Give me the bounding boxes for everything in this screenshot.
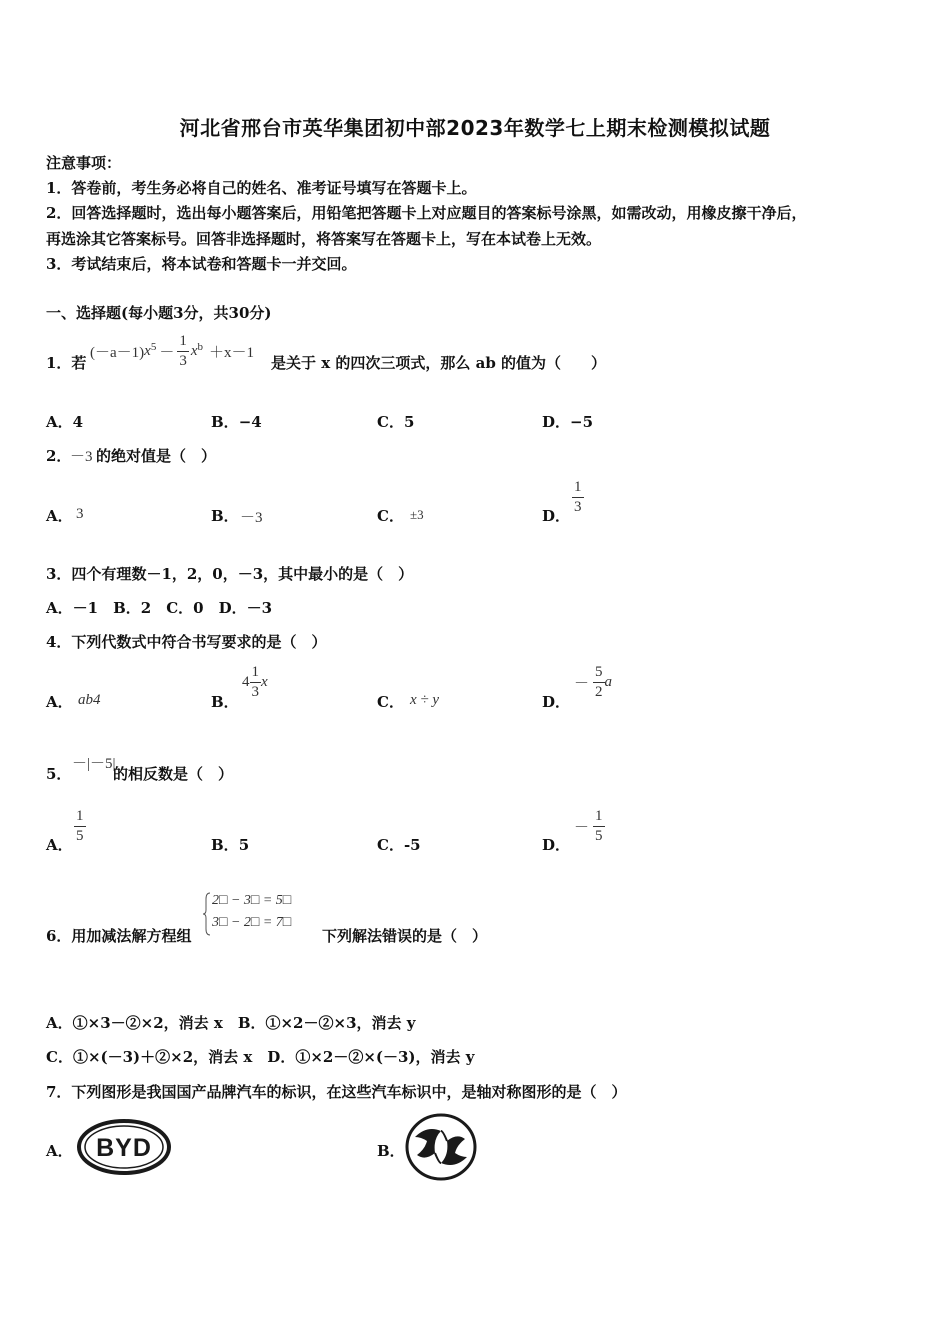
option-a xyxy=(46,411,83,432)
option-b xyxy=(211,834,249,855)
option-d: D． xyxy=(542,507,571,525)
option-label: D． xyxy=(542,413,571,431)
option-b: B． xyxy=(211,507,239,525)
expr-tail: ＋x－1 xyxy=(209,345,255,361)
option-value: ab4 xyxy=(78,692,101,708)
fraction-denominator: 5 xyxy=(76,828,84,844)
option-b xyxy=(211,411,262,432)
svg-text:BYD: BYD xyxy=(96,1134,152,1162)
option-value xyxy=(574,809,605,844)
fraction xyxy=(593,809,605,844)
notice-item: 1．答卷前，考生务必将自己的姓名、准考证号填写在答题卡上。 xyxy=(46,179,477,197)
sign: － xyxy=(574,820,590,836)
option-value: −5 xyxy=(570,413,594,431)
notice-item: 2．回答选择题时，选出每小题答案后，用铅笔把答题卡上对应题目的答案标号涂黑，如需改动，用橡皮擦干净后， xyxy=(46,204,807,222)
question-7-text: 7．下列图形是我国国产品牌汽车的标识，在这些汽车标识中，是轴对称图形的是（ ） xyxy=(46,1083,627,1101)
question-1-expression xyxy=(90,334,254,369)
question-6-options: C．①×(－3)＋②×2，消去 x D．①×2－②×(－3)，消去 y xyxy=(46,1048,475,1066)
question-5-text: 的相反数是（ ） xyxy=(113,765,234,783)
sign: － xyxy=(574,676,590,692)
question-4-text: 4．下列代数式中符合书写要求的是（ ） xyxy=(46,633,327,651)
option-value: ±3 xyxy=(410,507,424,522)
notice-item: 3．考试结束后，将本试卷和答题卡一并交回。 xyxy=(46,255,357,273)
question-3-options: A．－1 B．2 C．0 D．－3 xyxy=(46,599,273,617)
option-value xyxy=(574,665,612,700)
fraction-numerator: 1 xyxy=(74,809,86,827)
fraction-numerator: 1 xyxy=(593,809,605,827)
option-value: -5 xyxy=(403,836,421,854)
page-title: 河北省邢台市英华集团初中部2023年数学七上期末检测模拟试题 xyxy=(179,116,771,140)
question-1-number: 1．若 xyxy=(46,354,87,372)
expr-var: x xyxy=(144,343,151,359)
question-5-expression: －|－5| xyxy=(72,756,116,772)
option-c: C． xyxy=(377,507,404,525)
option-value: 5 xyxy=(238,836,250,854)
byd-logo xyxy=(76,1118,172,1176)
option-value: 3 xyxy=(76,506,84,522)
question-6-number: 6．用加减法解方程组 xyxy=(46,927,192,945)
expr-exponent: b xyxy=(197,340,204,353)
option-label: C． xyxy=(377,836,404,854)
mixed-whole: 4 xyxy=(242,674,250,690)
fraction-denominator: 3 xyxy=(251,684,259,700)
option-value: －3 xyxy=(240,510,263,526)
expr-part: (－a－1) xyxy=(90,345,145,361)
option-a: A． xyxy=(46,836,73,854)
question-2-number: 2． xyxy=(46,447,72,465)
option-label: B． xyxy=(211,413,239,431)
option-value xyxy=(74,809,86,844)
section-heading: 一、选择题(每小题3分，共30分) xyxy=(46,304,272,322)
equation-2: 3□ − 2□ = 7□ xyxy=(212,915,292,930)
option-value: −4 xyxy=(238,413,262,431)
fraction-denominator: 5 xyxy=(595,828,603,844)
option-label: A． xyxy=(46,413,73,431)
variable: a xyxy=(604,674,613,690)
fraction xyxy=(593,665,605,700)
option-value xyxy=(572,480,584,515)
dongfeng-logo xyxy=(405,1113,477,1181)
notice-heading: 注意事项： xyxy=(46,154,122,172)
option-a: A． xyxy=(46,693,73,711)
option-label: B． xyxy=(211,836,239,854)
option-c xyxy=(377,834,421,855)
option-b: B． xyxy=(211,693,239,711)
option-c xyxy=(377,411,414,432)
fraction-denominator: 2 xyxy=(595,684,603,700)
expr-exponent: 5 xyxy=(150,340,157,353)
expr-minus: － xyxy=(159,345,175,361)
option-a: A． xyxy=(46,507,73,525)
option-a: A． xyxy=(46,1142,73,1160)
brace-icon xyxy=(202,891,212,937)
option-value: 4 xyxy=(72,413,84,431)
expr-var: x xyxy=(190,343,198,359)
fraction-numerator: 1 xyxy=(572,480,584,498)
option-d xyxy=(542,411,593,432)
fraction-numerator: 1 xyxy=(250,665,262,683)
fraction xyxy=(74,809,86,844)
option-label: C． xyxy=(377,413,404,431)
expr-fraction xyxy=(177,334,189,369)
option-d: D． xyxy=(542,836,571,854)
option-b: B． xyxy=(377,1142,405,1160)
notice-item: 再选涂其它答案标号。回答非选择题时，将答案写在答题卡上，写在本试卷上无效。 xyxy=(46,230,602,248)
option-value xyxy=(242,665,268,700)
equation-1: 2□ − 3□ = 5□ xyxy=(212,893,292,908)
question-6-text: 下列解法错误的是（ ） xyxy=(322,927,488,945)
fraction-denominator: 3 xyxy=(179,353,187,369)
fraction xyxy=(250,665,262,700)
option-c: C． xyxy=(377,693,404,711)
option-d: D． xyxy=(542,693,571,711)
fraction-numerator: 1 xyxy=(177,334,189,352)
fraction-denominator: 3 xyxy=(574,499,582,515)
fraction-numerator: 5 xyxy=(593,665,605,683)
fraction xyxy=(572,480,584,515)
question-6-options: A．①×3－②×2，消去 x B．①×2－②×3，消去 y xyxy=(46,1014,416,1032)
question-3-text: 3．四个有理数－1，2，0，－3，其中最小的是（ ） xyxy=(46,565,414,583)
question-2-text: 的绝对值是（ ） xyxy=(96,447,217,465)
question-5-number: 5． xyxy=(46,765,72,783)
question-1-text: 是关于 x 的四次三项式，那么 ab 的值为（ ） xyxy=(271,354,607,372)
equation-system xyxy=(202,891,320,937)
option-value: 5 xyxy=(403,413,415,431)
variable: x xyxy=(261,674,268,690)
question-2-expression: －3 xyxy=(70,449,93,465)
option-value: x ÷ y xyxy=(410,692,440,708)
